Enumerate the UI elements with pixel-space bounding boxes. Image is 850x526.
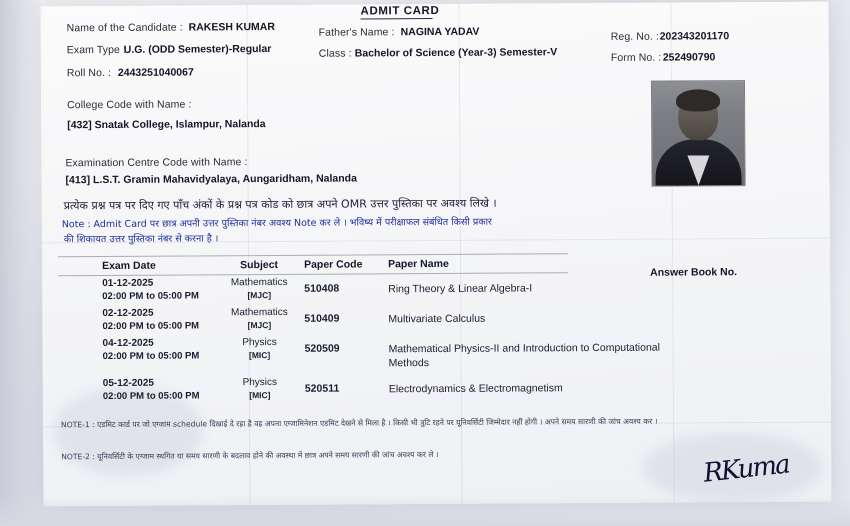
exam-date: 02-12-2025 xyxy=(102,307,154,320)
table-row xyxy=(100,271,694,305)
roll-number-label: Roll No. : xyxy=(66,66,112,80)
cell-subject xyxy=(220,304,302,335)
note-line-1: Note : Admit Card पर छात्र अपनी उत्तर पुस्तिका नंबर अवश्य Note कर ले । भविष्य में परीक्षाफल संबंधित किसी प्रकार xyxy=(61,216,492,231)
registration-number-label: Reg. No. : xyxy=(610,30,659,43)
scan-bottom-shadow xyxy=(0,496,850,526)
father-name-label: Father's Name : xyxy=(318,26,395,39)
table-row xyxy=(101,372,695,406)
cell-subject xyxy=(221,374,303,405)
footnote-1: NOTE-1 : एडमिट कार्ड पर जो एग्जाम schedule दिखाई दे रहा है वह अपना एग्जामिनेशन एडमिट देखने से मिला है । किसी भी त्रुटि रहने पर यूनिवर्सिटी जिम्मेदार नहीं होगी । अपने समय सारणी की जांच अवश्य कर । xyxy=(61,416,658,430)
hindi-instruction-line: प्रत्येक प्रश्न पत्र पर दिए गए पाँच अंकों के प्रश्न पत्र कोड को छात्र अपने OMR उत्तर पुस्तिका पर अवश्य लिखे । xyxy=(63,196,497,213)
answer-book-label: Answer Book No. xyxy=(650,266,738,279)
page-title: ADMIT CARD xyxy=(360,4,440,18)
candidate-name-label: Name of the Candidate : xyxy=(66,21,183,35)
exam-type-value: U.G. (ODD Semester)-Regular xyxy=(123,43,272,56)
form-number-label: Form No. : xyxy=(610,51,662,64)
class-label: Class : xyxy=(318,47,352,60)
photo-hair xyxy=(676,89,720,111)
exam-time: 02:00 PM to 05:00 PM xyxy=(102,390,200,403)
cell-paper-code: 510409 xyxy=(304,312,340,325)
exam-type-label: Exam Type : xyxy=(66,43,127,57)
cell-exam-date xyxy=(100,304,220,335)
table-row xyxy=(100,331,694,375)
title-underline xyxy=(361,18,433,19)
note-line-2: की शिकायत उत्तर पुस्तिका नंबर से करना है । xyxy=(63,233,219,246)
cell-paper-code: 520509 xyxy=(304,342,340,355)
college-value: [432] Snatak College, Islampur, Nalanda xyxy=(67,118,266,132)
cell-subject xyxy=(220,274,302,305)
cell-paper-name: Multivariate Calculus xyxy=(388,312,486,326)
exam-date: 04-12-2025 xyxy=(102,337,154,350)
registration-number-value: 202343201170 xyxy=(659,30,730,43)
subject-code: [MJC] xyxy=(247,290,272,301)
table-row xyxy=(100,301,694,335)
column-header-paper-name: Paper Name xyxy=(388,257,449,271)
exam-date: 05-12-2025 xyxy=(102,378,154,390)
candidate-photo xyxy=(651,80,746,187)
cell-paper-code: 510408 xyxy=(304,282,340,295)
form-number-value: 252490790 xyxy=(662,51,716,64)
class-value: Bachelor of Science (Year-3) Semester-V xyxy=(354,46,558,60)
exam-centre-value: [413] L.S.T. Gramin Mahavidyalaya, Aungaridham, Nalanda xyxy=(65,172,357,187)
scan-left-shadow xyxy=(0,0,44,526)
cell-paper-code: 520511 xyxy=(304,382,340,396)
exam-time: 02:00 PM to 05:00 PM xyxy=(102,290,199,303)
exam-time: 02:00 PM to 05:00 PM xyxy=(102,350,200,363)
cell-exam-date xyxy=(100,334,220,375)
candidate-name-value: RAKESH KUMAR xyxy=(188,20,275,34)
footnote-2: NOTE-2 : यूनिवर्सिटी के एग्जाम स्थगित या समय सारणी के बदलाव होने की अवस्था में छात्र अपने समय सारणी की जांच अवश्य कर ले । xyxy=(61,449,439,462)
authority-signature: RKuma xyxy=(701,449,791,489)
subject-code: [MJC] xyxy=(247,320,272,331)
cell-paper-name: Mathematical Physics-II and Introduction to Computational Methods xyxy=(388,341,661,370)
exam-centre-label: Examination Centre Code with Name : xyxy=(65,156,248,170)
column-header-exam-date: Exam Date xyxy=(102,259,156,273)
cell-exam-date xyxy=(101,375,221,406)
exam-time: 02:00 PM to 05:00 PM xyxy=(102,320,200,333)
exam-date: 01-12-2025 xyxy=(102,277,154,290)
admit-card-content xyxy=(40,2,831,507)
cell-subject xyxy=(220,334,302,375)
cell-exam-date xyxy=(100,274,220,305)
college-label: College Code with Name : xyxy=(67,98,192,112)
roll-number-value: 2443251040067 xyxy=(117,66,194,79)
subject-code: [MIC] xyxy=(249,390,271,401)
subject-name: Physics xyxy=(242,336,277,349)
column-header-paper-code: Paper Code xyxy=(304,258,363,271)
cell-paper-name: Ring Theory & Linear Algebra-I xyxy=(388,282,533,296)
subject-name: Mathematics xyxy=(230,306,288,319)
subject-name: Physics xyxy=(242,377,278,389)
subject-name: Mathematics xyxy=(230,276,288,289)
column-header-subject: Subject xyxy=(240,258,279,272)
subject-code: [MIC] xyxy=(248,350,271,361)
father-name-value: NAGINA YADAV xyxy=(400,25,480,39)
cell-paper-name: Electrodynamics & Electromagnetism xyxy=(388,382,563,396)
exam-schedule-table xyxy=(100,254,695,405)
